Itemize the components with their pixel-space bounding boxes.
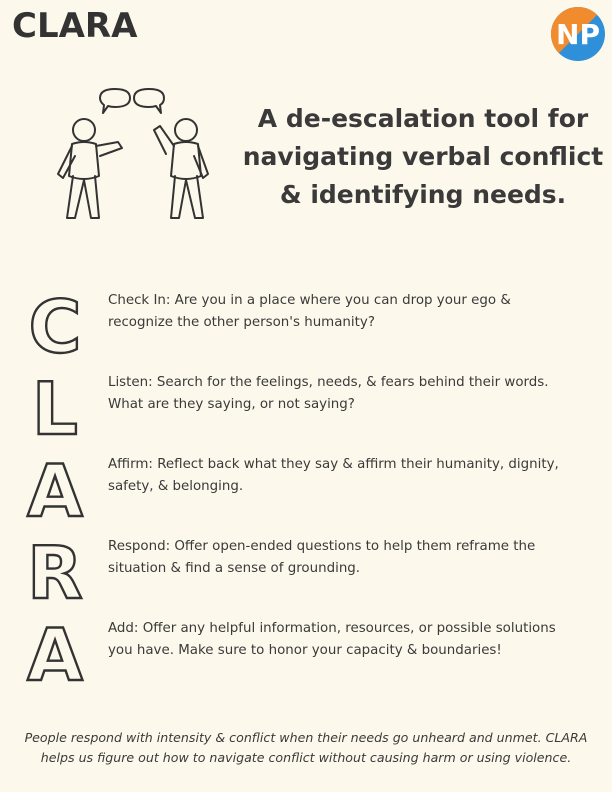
tagline-line: A de-escalation tool for (257, 104, 589, 133)
step-text: Add: Offer any helpful information, resources, or possible solutions you have. Make sure to honor your capacity & boundaries! (108, 621, 556, 658)
np-logo (550, 6, 606, 62)
svg-text:R: R (27, 532, 83, 612)
tagline-line: & identifying needs. (279, 180, 567, 209)
step-letter-r (20, 532, 90, 612)
two-people-talking-illustration (40, 86, 210, 236)
svg-text:A: A (27, 614, 83, 694)
svg-text:L: L (32, 368, 78, 448)
svg-text:C: C (28, 286, 82, 366)
tagline-line: navigating verbal conflict (242, 142, 604, 171)
step-affirm (0, 450, 612, 530)
logo-text: NP (556, 18, 600, 51)
step-text: Check In: Are you in a place where you can drop your ego & recognize the other person's humanity? (108, 293, 511, 330)
speech-bubble-left-icon (100, 89, 130, 113)
step-letter-a (20, 614, 90, 694)
step-letter-c (20, 286, 90, 366)
step-letter-a (20, 450, 90, 530)
page-title: CLARA (12, 6, 138, 46)
step-text: Listen: Search for the feelings, needs, & fears behind their words. What are they saying, or not saying? (108, 375, 549, 412)
step-check-in (0, 286, 612, 366)
step-text: Affirm: Reflect back what they say & affirm their humanity, dignity, safety, & belonging. (108, 457, 559, 494)
right-person-icon (154, 119, 208, 218)
footer-note: People respond with intensity & conflict when their needs go unheard and unmet. CLARA helps us figure out how to navigate conflict without causing harm or using violence. (24, 730, 588, 765)
step-listen (0, 368, 612, 448)
svg-text:A: A (27, 450, 83, 530)
left-person-icon (58, 119, 122, 218)
speech-bubble-right-icon (134, 89, 164, 113)
step-add (0, 614, 612, 714)
tagline (240, 100, 606, 214)
step-letter-l (20, 368, 90, 448)
step-text: Respond: Offer open-ended questions to help them reframe the situation & find a sense of grounding. (108, 539, 536, 576)
step-respond (0, 532, 612, 612)
